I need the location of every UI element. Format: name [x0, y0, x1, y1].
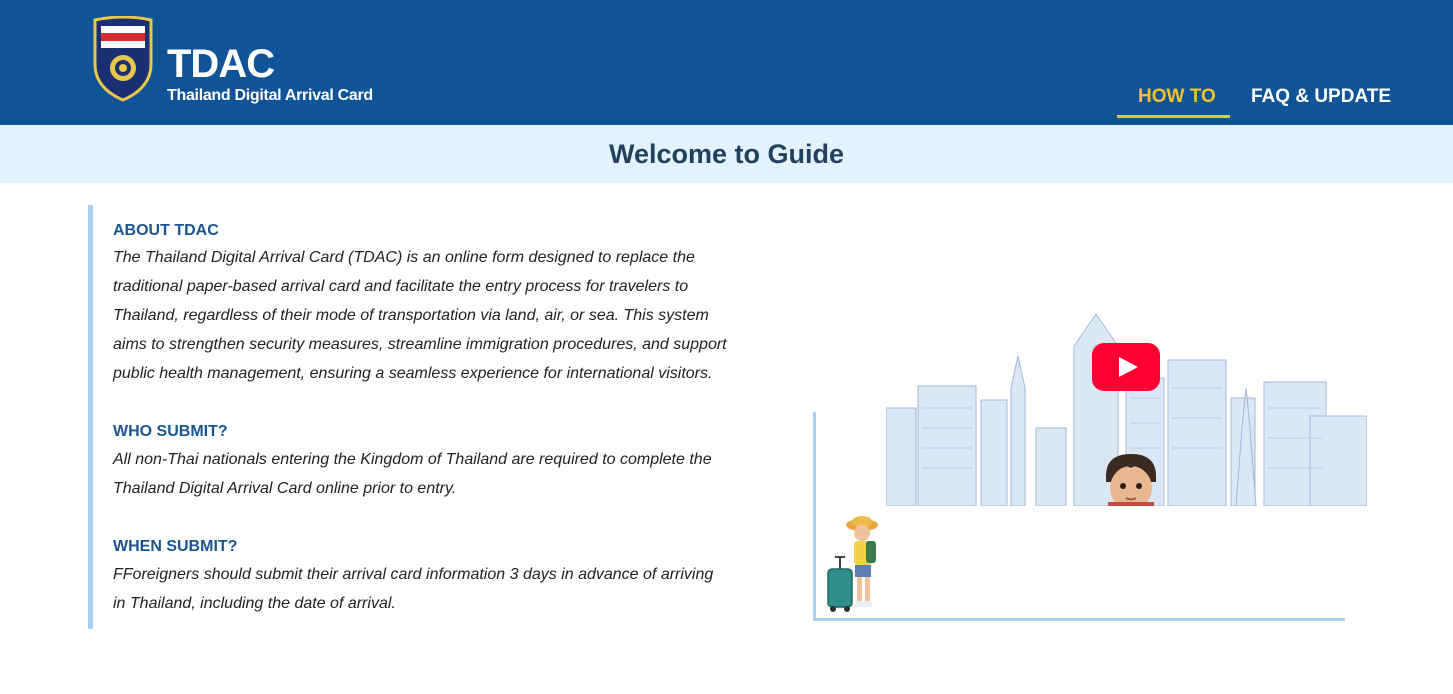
about-line: The Thailand Digital Arrival Card (TDAC) is an online form designed to replace the	[113, 249, 695, 266]
who-submit-text	[113, 445, 733, 503]
site-header	[0, 0, 1453, 125]
about-line: aims to strengthen security measures, streamline immigration procedures, and support	[113, 336, 727, 353]
when-submit-heading: WHEN SUBMIT?	[113, 538, 238, 555]
when-submit-text	[113, 560, 733, 618]
when-line: FForeigners should submit their arrival card information 3 days in advance of arriving	[113, 566, 714, 583]
brand-title: TDAC	[167, 42, 275, 86]
nav-how-to[interactable]: HOW TO	[1138, 86, 1216, 107]
about-line: Thailand, regardless of their mode of transportation via land, air, or sea. This system	[113, 307, 709, 324]
who-submit-heading: WHO SUBMIT?	[113, 423, 228, 440]
boy-character-illustration	[1100, 452, 1162, 506]
police-badge-icon[interactable]	[91, 16, 155, 102]
guide-info-panel	[88, 205, 753, 629]
traveler-with-suitcase-illustration	[826, 513, 886, 613]
brand-subtitle: Thailand Digital Arrival Card	[167, 87, 373, 104]
nav-faq-update[interactable]: FAQ & UPDATE	[1251, 86, 1392, 107]
when-line: in Thailand, including the date of arrival.	[113, 595, 396, 612]
youtube-play-icon[interactable]	[1092, 343, 1160, 391]
who-line: Thailand Digital Arrival Card online prior to entry.	[113, 480, 457, 497]
about-line: traditional paper-based arrival card and facilitate the entry process for travelers to	[113, 278, 689, 295]
about-line: public health management, ensuring a seamless experience for international visitors.	[113, 365, 713, 382]
who-line: All non-Thai nationals entering the Kingdom of Thailand are required to complete the	[113, 451, 712, 468]
page-title: Welcome to Guide	[608, 139, 845, 169]
nav-active-indicator	[1117, 115, 1230, 118]
about-heading: ABOUT TDAC	[113, 222, 219, 239]
about-text	[113, 243, 733, 388]
